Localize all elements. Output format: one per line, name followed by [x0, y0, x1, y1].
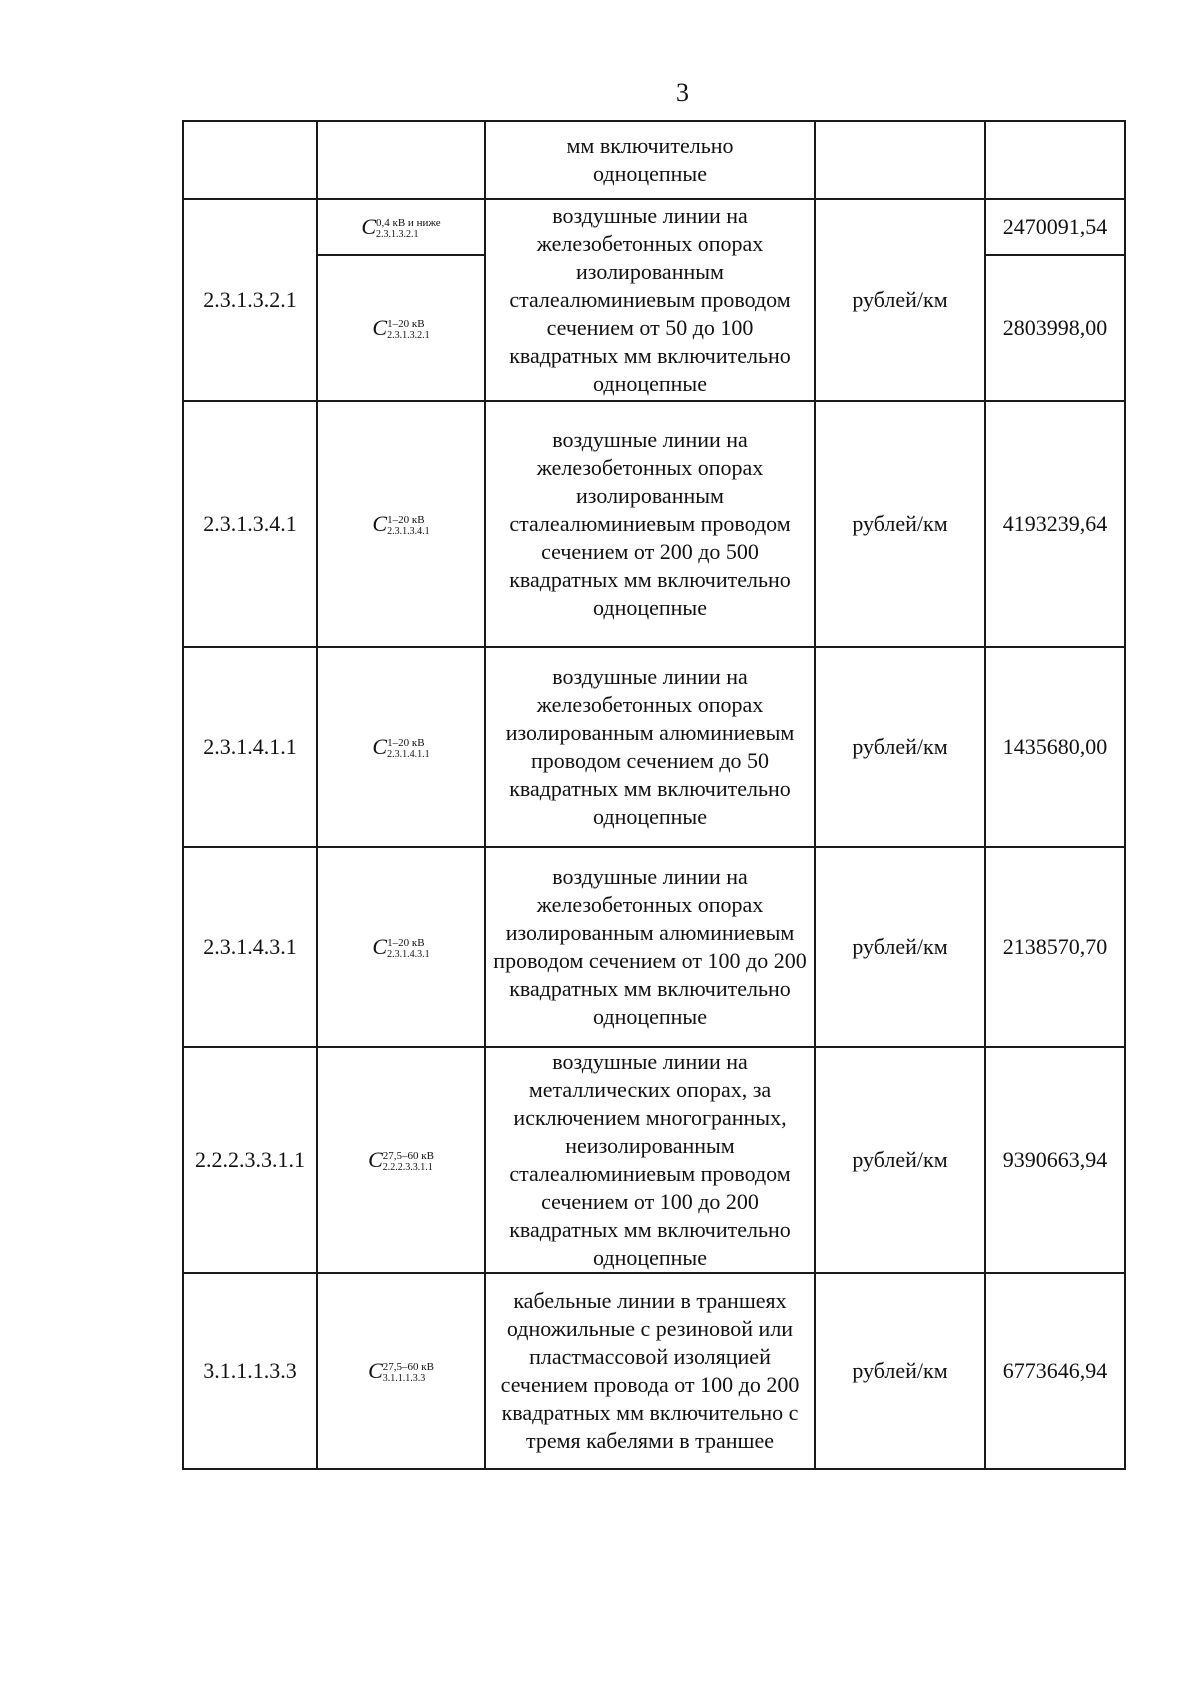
cost-symbol-voltage: 27,5–60 кВ [382, 1360, 434, 1373]
cost-symbol-letter: C [372, 934, 388, 959]
row-unit: рублей/км [815, 199, 985, 401]
row-value: 1435680,00 [985, 647, 1125, 847]
cost-symbol-code: 2.3.1.3.2.1 [376, 228, 419, 240]
cost-symbol-indices [387, 319, 430, 341]
row-unit: рублей/км [815, 1047, 985, 1273]
row-code: 2.2.2.3.3.1.1 [183, 1047, 317, 1273]
row-value: 4193239,64 [985, 401, 1125, 647]
table-row [183, 199, 1125, 255]
cost-symbol-letter: C [368, 1358, 383, 1383]
cost-symbol-code: 2.2.2.3.3.1.1 [382, 1161, 433, 1173]
cost-symbol-letter: C [372, 315, 388, 340]
cost-symbol-indices [387, 738, 430, 760]
cost-symbol-letter: C [368, 1147, 383, 1172]
row-value: 2470091,54 [985, 199, 1125, 255]
cost-symbol-voltage: 1–20 кВ [387, 736, 425, 749]
row-unit: рублей/км [815, 847, 985, 1047]
tariff-table [182, 120, 1126, 1470]
row-symbol [317, 121, 485, 199]
cost-symbol-indices [383, 1362, 434, 1384]
cost-symbol-code: 2.3.1.4.1.1 [387, 748, 430, 760]
cost-symbol-voltage: 1–20 кВ [387, 513, 425, 526]
cost-symbol [372, 734, 429, 759]
row-symbol [317, 199, 485, 255]
cost-symbol [372, 934, 429, 959]
cost-symbol-code: 2.3.1.3.2.1 [387, 329, 430, 341]
row-code: 3.1.1.1.3.3 [183, 1273, 317, 1469]
row-symbol [317, 255, 485, 401]
row-code [183, 121, 317, 199]
cost-symbol-voltage: 1–20 кВ [387, 317, 425, 330]
cost-symbol-voltage: 1–20 кВ [387, 936, 425, 949]
cost-symbol-letter: C [372, 734, 388, 759]
cost-symbol-letter: C [372, 511, 388, 536]
row-symbol [317, 1273, 485, 1469]
table-row [183, 121, 1125, 199]
row-symbol [317, 401, 485, 647]
row-code: 2.3.1.4.3.1 [183, 847, 317, 1047]
row-symbol [317, 847, 485, 1047]
cost-symbol-code: 3.1.1.1.3.3 [382, 1372, 426, 1384]
row-description: воздушные линии на железобетонных опорах изолированным сталеалюминиевым проводом сечением от 200 до 500 квадратных мм включительно одноцепные [485, 401, 815, 647]
page-number: 3 [676, 78, 689, 107]
table-row [183, 401, 1125, 647]
row-code: 2.3.1.3.4.1 [183, 401, 317, 647]
cost-symbol-indices [376, 218, 441, 240]
cost-symbol-voltage: 27,5–60 кВ [382, 1149, 434, 1162]
cost-symbol [372, 315, 429, 340]
row-unit: рублей/км [815, 647, 985, 847]
cost-symbol [372, 511, 429, 536]
cost-symbol-indices [383, 1151, 434, 1173]
cost-symbol-indices [387, 938, 430, 960]
row-description: воздушные линии на железобетонных опорах изолированным алюминиевым проводом сечением до 50 квадратных мм включительно одноцепные [485, 647, 815, 847]
row-description: воздушные линии на железобетонных опорах изолированным алюминиевым проводом сечением от 100 до 200 квадратных мм включительно одноцепные [485, 847, 815, 1047]
row-description: воздушные линии на железобетонных опорах изолированным сталеалюминиевым проводом сечением от 50 до 100 квадратных мм включительно одноцепные [485, 199, 815, 401]
row-description: мм включительно одноцепные [485, 121, 815, 199]
table-row [183, 1047, 1125, 1273]
row-unit: рублей/км [815, 401, 985, 647]
row-value: 9390663,94 [985, 1047, 1125, 1273]
cost-symbol [368, 1358, 434, 1383]
table-row [183, 1273, 1125, 1469]
row-unit: рублей/км [815, 1273, 985, 1469]
row-value [985, 121, 1125, 199]
cost-symbol [368, 1147, 434, 1172]
row-unit [815, 121, 985, 199]
row-symbol [317, 1047, 485, 1273]
table-row [183, 647, 1125, 847]
cost-symbol-code: 2.3.1.4.3.1 [387, 948, 430, 960]
cost-symbol-code: 2.3.1.3.4.1 [387, 525, 430, 537]
cost-symbol-letter: C [361, 214, 376, 239]
row-description: воздушные линии на металлических опорах, за исключением многогранных, неизолированным сталеалюминиевым проводом сечением от 100 до 200 квадратных мм включительно одноцепные [485, 1047, 815, 1273]
row-value: 6773646,94 [985, 1273, 1125, 1469]
row-code: 2.3.1.3.2.1 [183, 199, 317, 401]
table-row [183, 847, 1125, 1047]
row-value: 2803998,00 [985, 255, 1125, 401]
row-value: 2138570,70 [985, 847, 1125, 1047]
row-description: кабельные линии в траншеях одножильные с резиновой или пластмассовой изоляцией сечением провода от 100 до 200 квадратных мм включительно с тремя кабелями в траншее [485, 1273, 815, 1469]
row-code: 2.3.1.4.1.1 [183, 647, 317, 847]
cost-symbol [361, 214, 440, 239]
cost-symbol-voltage: 0,4 кВ и ниже [376, 216, 441, 229]
cost-symbol-indices [387, 515, 430, 537]
row-symbol [317, 647, 485, 847]
